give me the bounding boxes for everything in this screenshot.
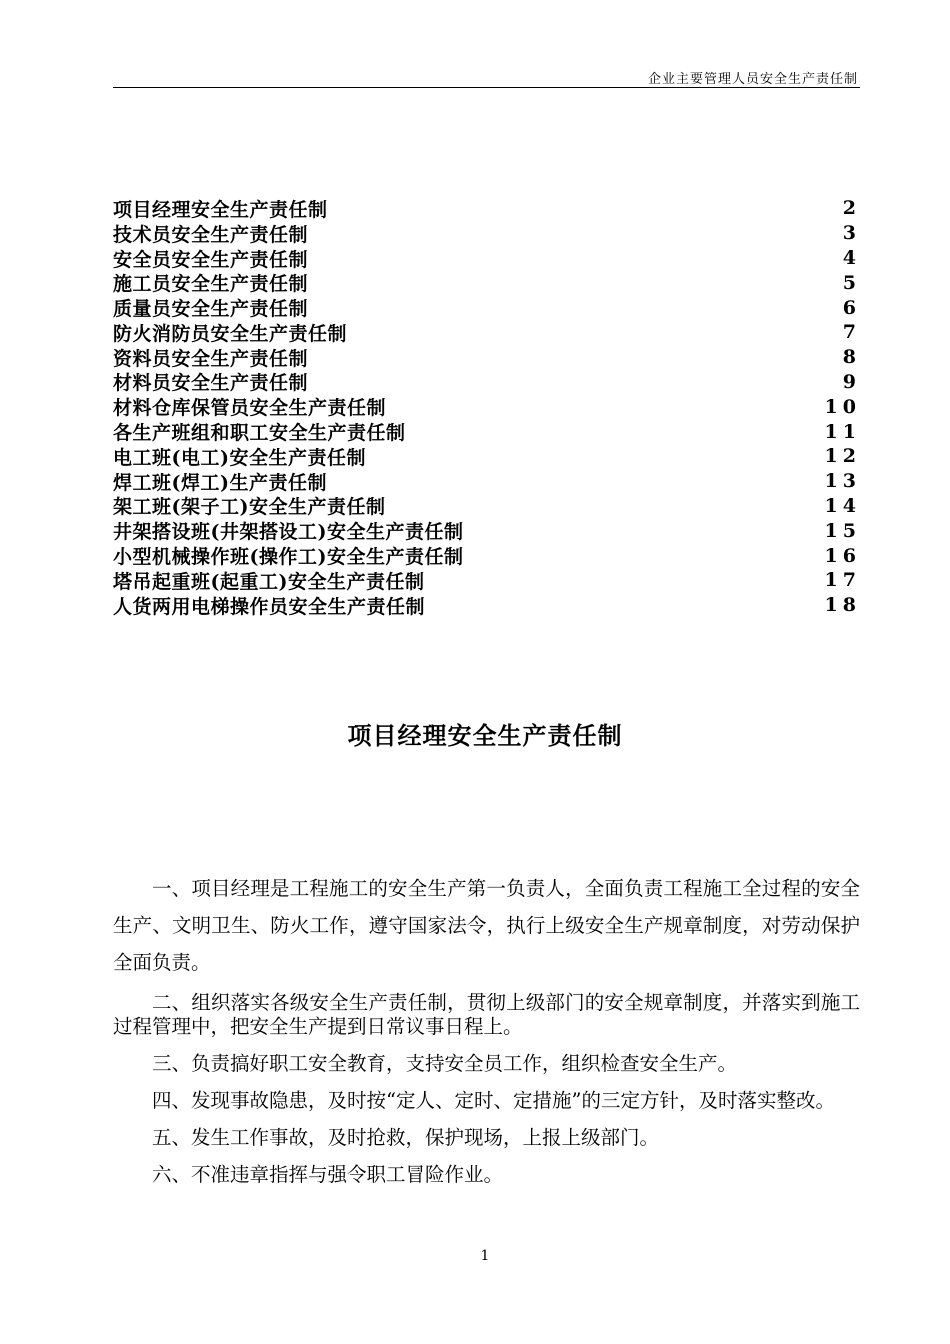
toc-item-label: 资料员安全生产责任制 (113, 347, 309, 370)
toc-item-label: 各生产班组和职工安全生产责任制 (113, 422, 406, 445)
toc-item-page: 18 (824, 594, 861, 617)
toc-item-label: 材料仓库保管员安全生产责任制 (113, 397, 387, 420)
toc-item-label: 塔吊起重班(起重工)安全生产责任制 (113, 570, 425, 593)
body-paragraph: 五、发生工作事故，及时抢救，保护现场，上报上级部门。 (152, 1126, 660, 1149)
toc-item-page: 14 (824, 494, 861, 517)
toc-item-page: 7 (842, 321, 861, 344)
toc-item[interactable] (113, 270, 861, 296)
toc-item[interactable] (113, 469, 861, 494)
running-header: 企业主要管理人员安全生产责任制 (647, 72, 858, 87)
toc-item[interactable] (113, 320, 861, 345)
body-paragraph: 四、发现事故隐患，及时按“定人、定时、定措施”的三定方针，及时落实整改。 (152, 1089, 835, 1112)
toc-item-label: 安全员安全生产责任制 (113, 248, 309, 271)
toc-item-page: 17 (824, 569, 861, 592)
body-paragraph: 一、项目经理是工程施工的安全生产第一负责人，全面负责工程施工全过程的安全生产、文明卫生、防火工作，遵守国家法令，执行上级安全生产规章制度，对劳动保护全面负责。 (113, 877, 860, 974)
toc-item-label: 架工班(架子工)安全生产责任制 (113, 496, 386, 519)
body-paragraph: 六、不准违章指挥与强令职工冒险作业。 (152, 1163, 504, 1186)
header-divider (113, 87, 860, 88)
toc-item[interactable] (113, 543, 861, 569)
toc-item[interactable] (113, 196, 861, 221)
toc-item-page: 2 (842, 197, 861, 220)
toc-item-label: 小型机械操作班(操作工)安全生产责任制 (113, 546, 464, 569)
section-body (113, 870, 860, 1200)
toc-item[interactable] (113, 444, 861, 469)
toc-item-label: 施工员安全生产责任制 (113, 273, 309, 296)
toc-item-page: 8 (842, 346, 861, 369)
toc-item-label: 项目经理安全生产责任制 (113, 198, 328, 221)
table-of-contents (113, 196, 861, 618)
toc-item[interactable] (113, 221, 861, 246)
toc-item-page: 16 (824, 544, 861, 567)
toc-item[interactable] (113, 518, 861, 544)
toc-item-label: 材料员安全生产责任制 (113, 372, 309, 395)
toc-item-label: 人货两用电梯操作员安全生产责任制 (113, 595, 426, 618)
toc-item-page: 13 (824, 470, 861, 493)
toc-item[interactable] (113, 394, 861, 420)
toc-item-label: 焊工班(焊工)生产责任制 (113, 471, 327, 494)
toc-item[interactable] (113, 370, 861, 395)
toc-item-page: 12 (824, 445, 861, 468)
toc-item-page: 5 (842, 271, 861, 294)
toc-item-page: 15 (824, 519, 861, 542)
toc-item-page: 6 (842, 296, 861, 319)
toc-item-page: 10 (824, 395, 861, 418)
toc-item[interactable] (113, 593, 861, 618)
page-number: 1 (480, 1248, 490, 1264)
toc-item[interactable] (113, 419, 861, 445)
section-title: 项目经理安全生产责任制 (347, 722, 623, 750)
toc-item-label: 井架搭设班(井架搭设工)安全生产责任制 (113, 521, 464, 544)
toc-item-page: 11 (824, 420, 861, 443)
toc-item[interactable] (113, 568, 861, 593)
body-paragraph: 三、负责搞好职工安全教育，支持安全员工作，组织检查安全生产。 (152, 1052, 738, 1075)
toc-item[interactable] (113, 345, 861, 370)
toc-item-label: 技术员安全生产责任制 (113, 223, 309, 246)
toc-item[interactable] (113, 494, 861, 519)
toc-item-page: 9 (842, 370, 861, 393)
toc-item-page: 3 (842, 222, 861, 245)
toc-item[interactable] (113, 295, 861, 321)
toc-item-label: 质量员安全生产责任制 (113, 298, 309, 321)
body-paragraph: 二、组织落实各级安全生产责任制，贯彻上级部门的安全规章制度，并落实到施工过程管理中，把安全生产提到日常议事日程上。 (113, 991, 860, 1038)
toc-item[interactable] (113, 246, 861, 271)
toc-item-label: 防火消防员安全生产责任制 (113, 322, 348, 345)
toc-item-label: 电工班(电工)安全生产责任制 (113, 446, 366, 469)
toc-item-page: 4 (842, 246, 861, 269)
